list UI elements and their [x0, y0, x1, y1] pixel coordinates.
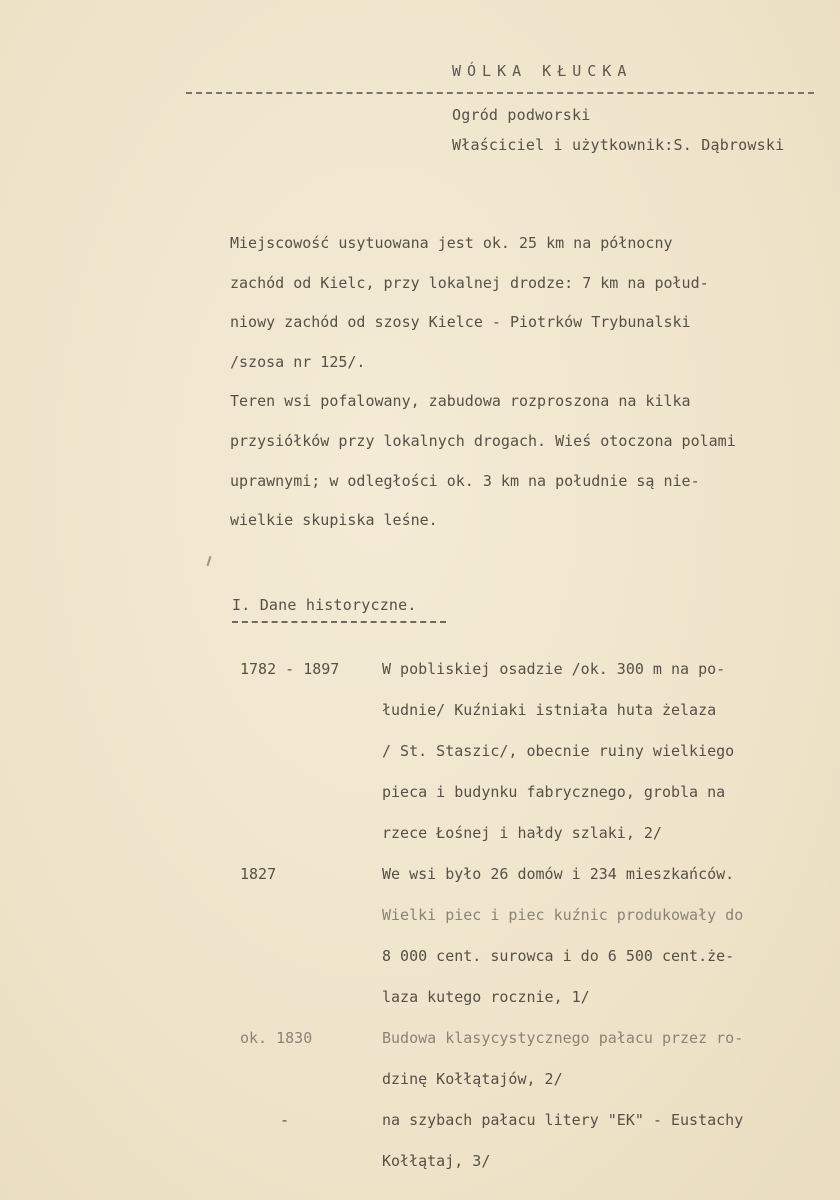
entry-line: 8 000 cent. surowca i do 6 500 cent.że- — [382, 947, 735, 965]
owner-line: Właściciel i użytkownik:S. Dąbrowski — [452, 136, 785, 154]
description-line: uprawnymi; w odległości ok. 3 km na południe są nie- — [230, 471, 700, 490]
history-entry — [240, 854, 820, 1018]
description-line: Miejscowość usytuowana jest ok. 25 km na północny — [230, 234, 673, 252]
description-paragraph — [230, 224, 800, 541]
description-line: /szosa nr 125/. — [230, 352, 366, 371]
history-entry — [240, 649, 820, 854]
entry-line: pieca i budynku fabrycznego, grobla na — [382, 783, 726, 801]
description-line: przysiółków przy lokalnych drogach. Wieś otoczona polami — [230, 431, 736, 450]
entry-line: Wielki piec i piec kuźnic produkowały do — [382, 906, 744, 924]
entry-text — [382, 1100, 820, 1182]
entry-line: na szybach pałacu litery "EK" - Eustachy — [382, 1111, 744, 1129]
entry-line: laza kutego rocznie, 1/ — [382, 988, 590, 1006]
entry-date: 1782 - 1897 — [240, 660, 340, 678]
entry-line: Kołłątaj, 3/ — [382, 1152, 491, 1170]
header-divider — [186, 92, 814, 94]
document-subtitle: Ogród podworski — [452, 106, 591, 124]
description-line: zachód od Kielc, przy lokalnej drodze: 7 km na połud- — [230, 273, 709, 292]
entry-line: Budowa klasycystycznego pałacu przez ro- — [382, 1029, 744, 1047]
history-entry — [240, 1100, 820, 1182]
entry-line: rzece Łośnej i hałdy szlaki, 2/ — [382, 824, 662, 842]
description-line: wielkie skupiska leśne. — [230, 511, 438, 530]
history-entry — [240, 1018, 820, 1100]
entry-line: łudnie/ Kuźniaki istniała huta żelaza — [382, 701, 717, 719]
entry-line: We wsi było 26 domów i 234 mieszkańców. — [382, 865, 735, 883]
entry-date: ok. 1830 — [240, 1029, 313, 1047]
entry-date: - — [280, 1111, 290, 1129]
entry-text — [382, 1018, 820, 1100]
entry-text — [382, 854, 820, 1018]
entry-text — [382, 649, 820, 854]
description-line: niowy zachód od szosy Kielce - Piotrków Trybunalski — [230, 313, 691, 332]
entry-line: / St. Staszic/, obecnie ruiny wielkiego — [382, 742, 735, 760]
entry-line: dzinę Kołłątajów, 2/ — [382, 1070, 563, 1088]
section-underline — [232, 621, 446, 623]
history-entries — [240, 649, 820, 1182]
stray-mark — [207, 556, 212, 566]
entry-line: W pobliskiej osadzie /ok. 300 m na po- — [382, 660, 726, 678]
document-title: WÓLKA KŁUCKA — [452, 62, 633, 80]
description-line: Teren wsi pofalowany, zabudowa rozproszona na kilka — [230, 392, 691, 411]
entry-date: 1827 — [240, 865, 277, 883]
section-heading: I. Dane historyczne. — [232, 596, 417, 614]
